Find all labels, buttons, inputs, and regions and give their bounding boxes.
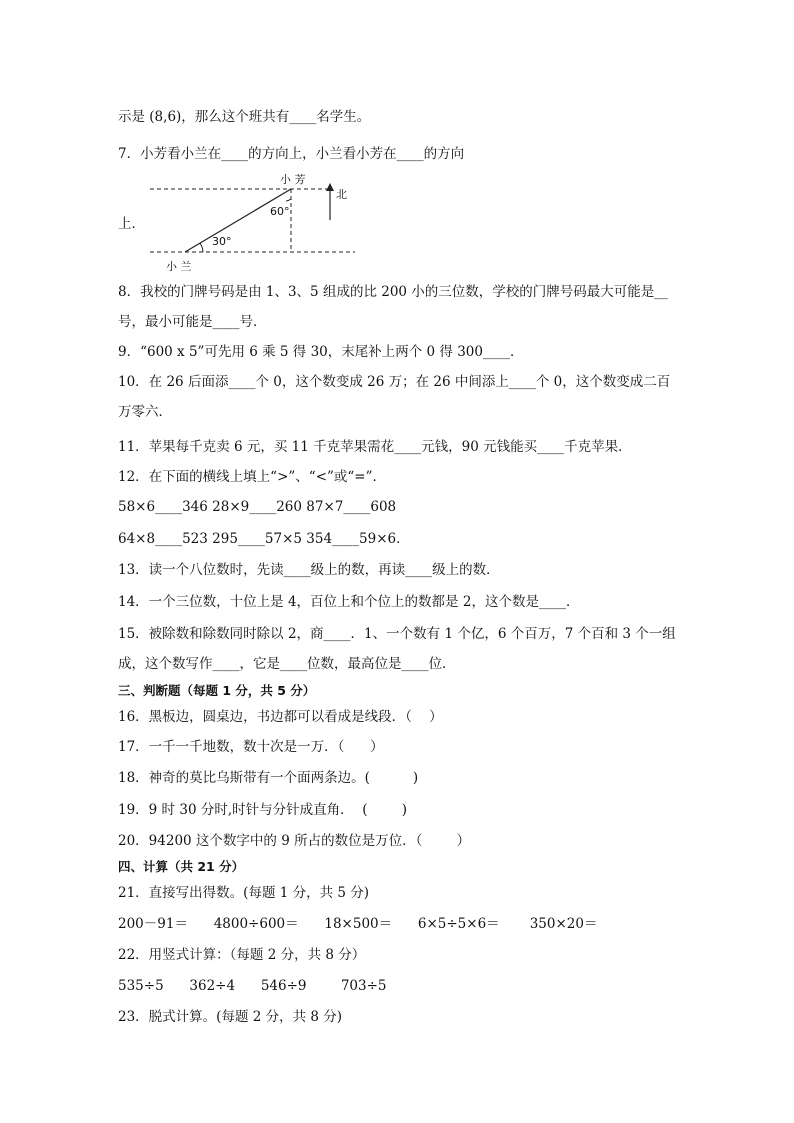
line-14: 14．一个三位数，十位上是 4，百位上和个位上的数都是 2，这个数是____． [118, 594, 580, 610]
line-5: 号，最小可能是____号． [118, 314, 267, 330]
line-8: 万零六． [118, 404, 172, 420]
section-heading-judgement: 三、判断题（每题 1 分，共 5 分） [118, 683, 316, 698]
line-21: 19．9 时 30 分时,时针与分针成直角． ( ) [118, 802, 408, 818]
line-20: 18．神奇的莫比乌斯带有一个面两条边。( ) [118, 770, 419, 786]
line-13: 13．读一个八位数时，先读____级上的数，再读____级上的数． [118, 562, 500, 578]
direction-diagram [140, 170, 360, 265]
line-2: 7．小芳看小兰在____的方向上，小兰看小芳在____的方向 [118, 146, 465, 162]
label-xiaofang: 小 芳 [280, 173, 306, 186]
line-12: 64×8____523 295____57×5 354____59×6． [118, 531, 410, 547]
line-15: 15．被除数和除数同时除以 2，商____．1、一个数有 1 个亿，6 个百万，7 个百和 3 个一组 [118, 626, 676, 642]
line-4: 8．我校的门牌号码是由 1、3、5 组成的比 200 小的三位数，学校的门牌号码最大可能是__ [118, 284, 668, 300]
label-north: 北 [336, 188, 347, 201]
line-25: 200－91＝ 4800÷600＝ 18×500＝ 6×5÷5×6＝ 350×20＝ [118, 916, 598, 932]
line-11: 58×6____346 28×9____260 87×7____608 [118, 499, 397, 515]
line-24: 21．直接写出得数。(每题 1 分，共 5 分) [118, 885, 370, 901]
label-xiaolan: 小 兰 [166, 260, 192, 273]
line-10: 12．在下面的横线上填上“>”、“<”或“=”． [118, 469, 387, 485]
connecting-line [185, 189, 291, 252]
label-angle-30: 30° [212, 235, 232, 248]
angle-arc-bottom [200, 243, 203, 252]
north-arrow-head [326, 183, 334, 191]
angle-arc-top [286, 199, 291, 201]
line-1: 示是 (8,6)，那么这个班共有____名学生。 [118, 109, 371, 125]
section-heading-calculation: 四、计算（共 21 分） [118, 859, 245, 874]
line-7: 10．在 26 后面添____个 0，这个数变成 26 万；在 26 中间添上____个 0，这个数变成二百 [118, 374, 671, 390]
line-3: 上． [118, 216, 145, 232]
line-28: 23．脱式计算。(每题 2 分，共 8 分) [118, 1009, 343, 1025]
line-27: 535÷5 362÷4 546÷9 703÷5 [118, 978, 387, 994]
line-9: 11．苹果每千克卖 6 元，买 11 千克苹果需花____元钱，90 元钱能买____千克苹果． [118, 439, 632, 455]
line-16: 成，这个数写作____，它是____位数，最高位是____位． [118, 656, 456, 672]
line-26: 22．用竖式计算：（每题 2 分，共 8 分） [118, 947, 366, 963]
line-18: 16．黑板边，圆桌边，书边都可以看成是线段．（ ） [118, 709, 443, 725]
label-angle-60: 60° [270, 205, 290, 218]
line-22: 20．94200 这个数字中的 9 所占的数位是万位．（ ） [118, 833, 471, 849]
line-19: 17．一千一千地数，数十次是一万．（ ） [118, 739, 384, 755]
line-6: 9．“600 x 5”可先用 6 乘 5 得 30，末尾补上两个 0 得 300____． [118, 344, 524, 360]
